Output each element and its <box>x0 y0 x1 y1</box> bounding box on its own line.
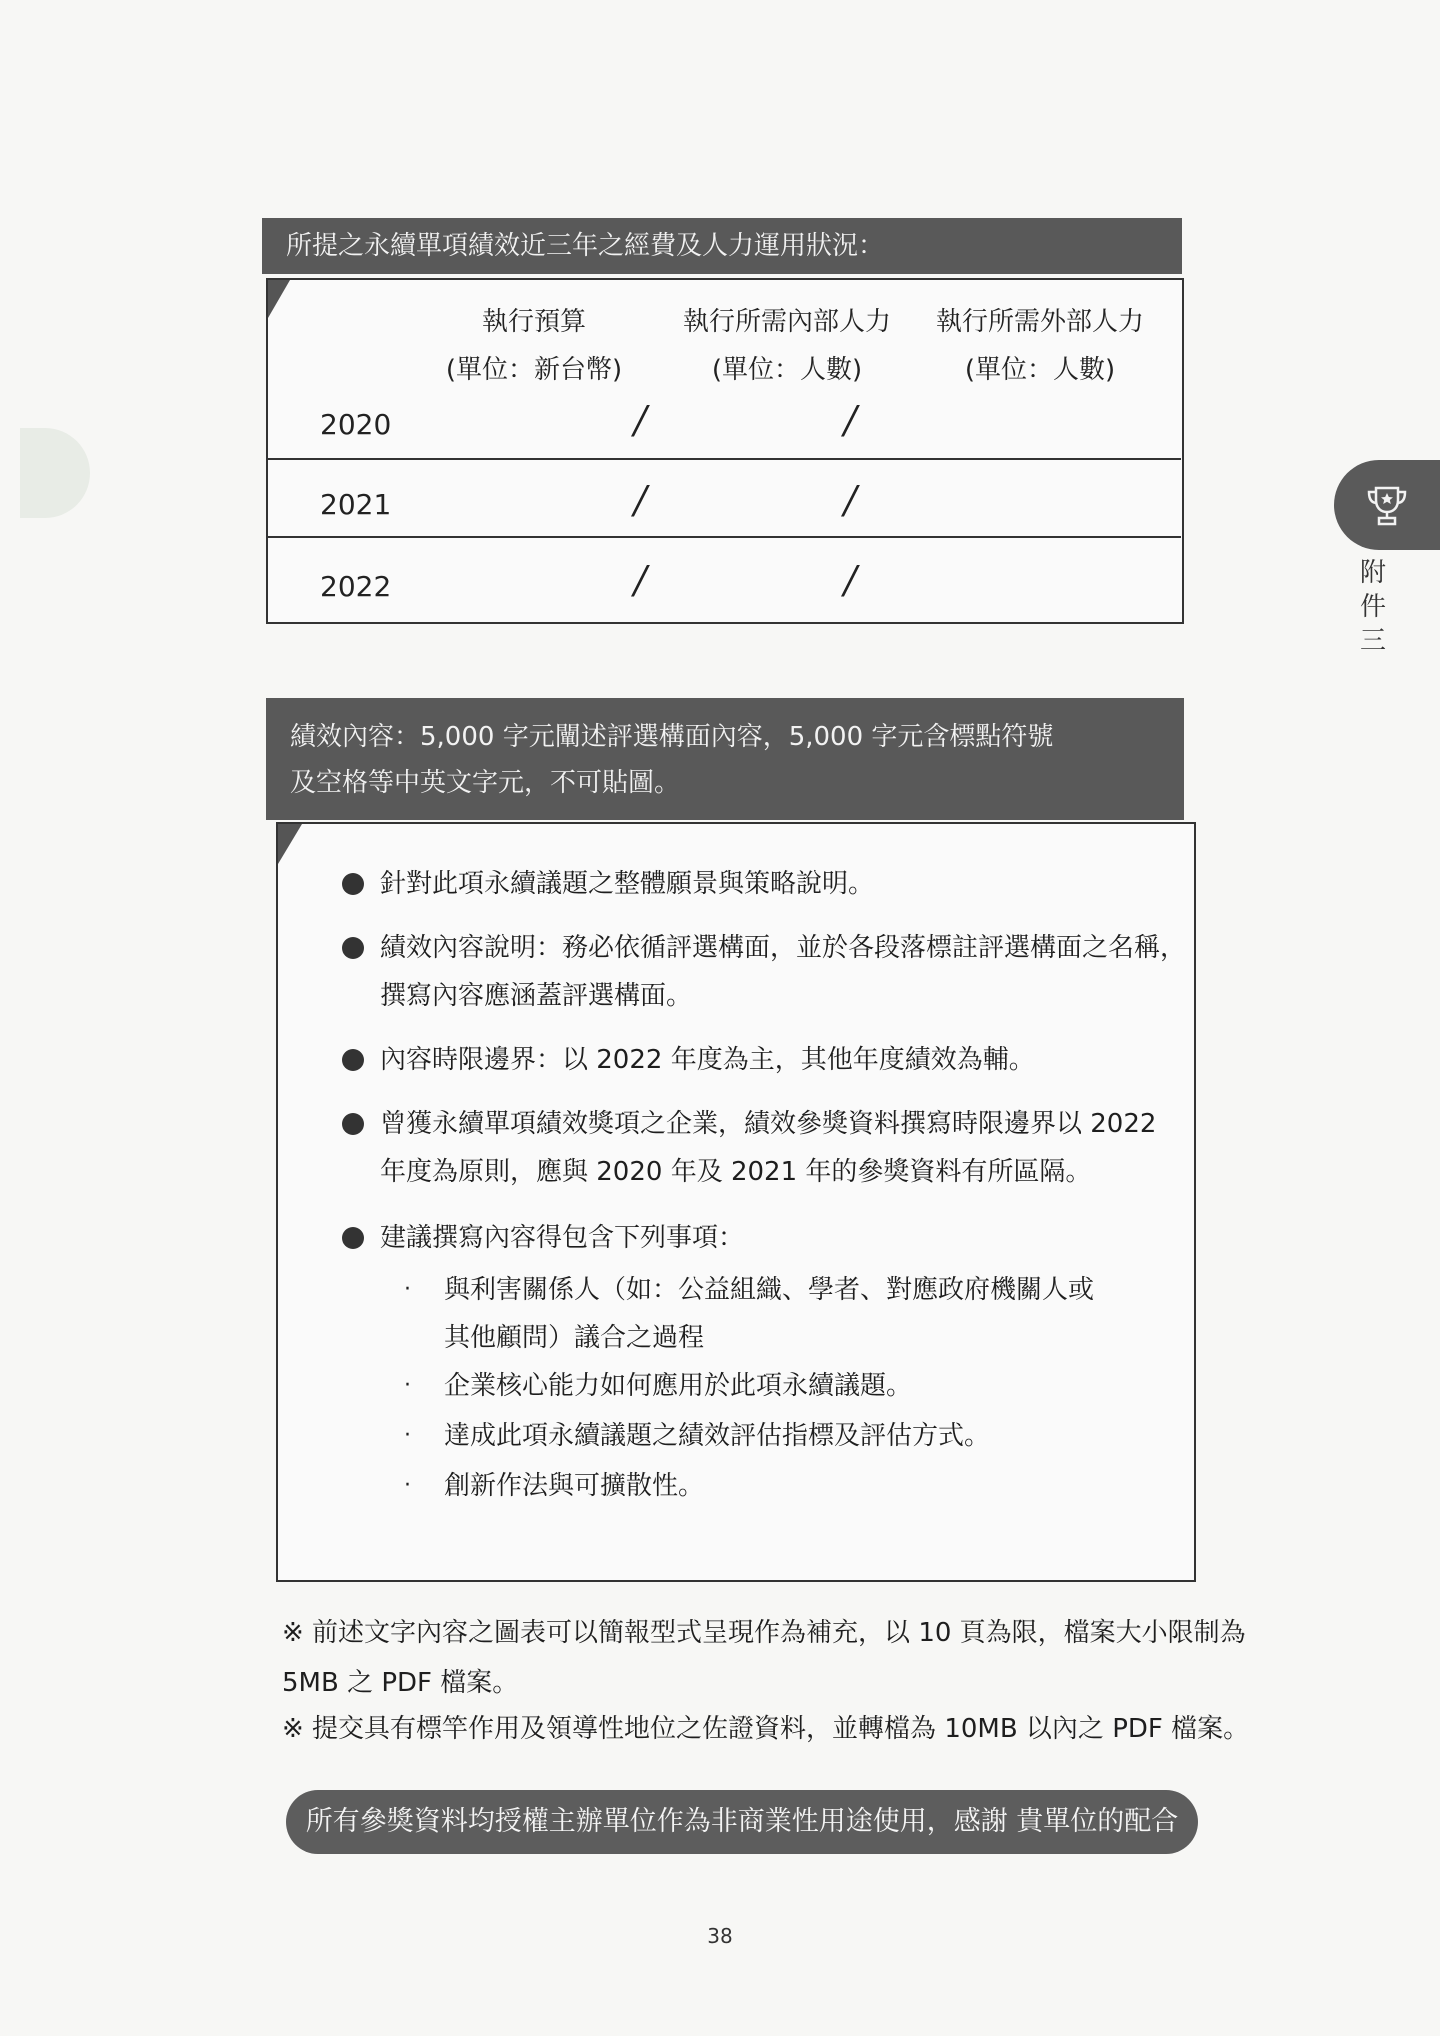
content-guidelines-box <box>276 822 1196 1582</box>
list-item-line1: 曾獲永續單項績效獎項之企業，績效參獎資料撰寫時限邊界以 2022 <box>380 1109 1157 1139</box>
cell-budget-2021: / <box>634 478 647 522</box>
list-item-line2: 年度為原則，應與 2020 年及 2021 年的參獎資料有所區隔。 <box>380 1157 1092 1187</box>
table-corner-mark <box>268 280 290 318</box>
list-item-text <box>380 924 1186 1020</box>
sub-list-item-text: 達成此項永續議題之績效評估指標及評估方式。 <box>444 1421 991 1451</box>
note-1-line1: ※ 前述文字內容之圖表可以簡報型式呈現作為補充，以 10 頁為限，檔案大小限制為 <box>282 1618 1246 1648</box>
appendix-label-char: 三 <box>1359 626 1386 656</box>
list-item-text: 針對此項永續議題之整體願景與策略說明。 <box>380 869 875 899</box>
appendix-side-tab <box>1334 460 1440 550</box>
section1-title: 所提之永續單項績效近三年之經費及人力運用狀況： <box>262 218 1182 274</box>
list-item <box>342 1036 1035 1084</box>
sub-bullet-marker: · <box>404 1423 411 1448</box>
column-header-budget <box>414 298 654 394</box>
appendix-label-char: 附 <box>1359 558 1386 588</box>
row-year-2022: 2022 <box>320 570 392 603</box>
column-header-external-unit: (單位：人數) <box>964 355 1116 385</box>
sub-list-item-text: 創新作法與可擴散性。 <box>444 1471 705 1501</box>
column-header-internal-unit: (單位：人數) <box>711 355 863 385</box>
faded-tab-shadow <box>20 428 90 518</box>
box-corner-mark <box>278 824 302 864</box>
list-item-line2: 撰寫內容應涵蓋評選構面。 <box>380 981 693 1011</box>
appendix-label-char: 件 <box>1359 592 1386 622</box>
sub-bullet-marker: · <box>404 1473 411 1498</box>
row-divider <box>268 458 1181 460</box>
column-header-internal <box>667 298 907 394</box>
cell-internal-2020: / <box>844 398 857 442</box>
list-item-line1: 績效內容說明：務必依循評選構面，並於各段落標註評選構面之名稱， <box>380 933 1187 963</box>
sub-list-item-text: 企業核心能力如何應用於此項永續議題。 <box>444 1371 913 1401</box>
sub-list-item <box>404 1266 1094 1362</box>
bullet-dot-icon <box>342 937 364 959</box>
bullet-dot-icon <box>342 873 364 895</box>
appendix-label <box>1356 556 1390 658</box>
row-year-2021: 2021 <box>320 488 392 521</box>
list-item <box>342 924 1186 1020</box>
list-item <box>342 860 874 908</box>
list-item <box>342 1214 744 1262</box>
bullet-dot-icon <box>342 1227 364 1249</box>
list-item-text: 建議撰寫內容得包含下列事項： <box>380 1223 745 1253</box>
list-item <box>342 1100 1156 1196</box>
list-item-text <box>380 1100 1156 1196</box>
sub-bullet-marker: · <box>404 1373 411 1398</box>
sub-list-item <box>404 1412 990 1460</box>
row-divider <box>268 536 1181 538</box>
sub-bullet-marker: · <box>404 1277 411 1302</box>
cell-internal-2022: / <box>844 558 857 602</box>
note-1-line2: 5MB 之 PDF 檔案。 <box>282 1668 519 1698</box>
section2-title <box>266 698 1184 820</box>
column-header-budget-unit: (單位：新台幣) <box>445 355 623 385</box>
note-2: ※ 提交具有標竿作用及領導性地位之佐證資料，並轉檔為 10MB 以內之 PDF 檔案。 <box>282 1714 1250 1744</box>
row-year-2020: 2020 <box>320 408 392 441</box>
bullet-dot-icon <box>342 1113 364 1135</box>
trophy-icon <box>1362 480 1412 530</box>
section2-title-line2: 及空格等中英文字元，不可貼圖。 <box>290 768 681 798</box>
page-number: 38 <box>707 1924 733 1948</box>
budget-table <box>266 278 1184 624</box>
sub-list-item-line2: 其他顧問）議合之過程 <box>444 1323 705 1353</box>
authorization-banner: 所有參獎資料均授權主辦單位作為非商業性用途使用，感謝 貴單位的配合 <box>286 1790 1198 1854</box>
cell-internal-2021: / <box>844 478 857 522</box>
column-header-external-name: 執行所需外部人力 <box>935 307 1144 337</box>
column-header-budget-name: 執行預算 <box>481 307 586 337</box>
list-item-text: 內容時限邊界：以 2022 年度為主，其他年度績效為輔。 <box>380 1045 1035 1075</box>
bullet-dot-icon <box>342 1049 364 1071</box>
column-header-internal-name: 執行所需內部人力 <box>682 307 891 337</box>
sub-list-item <box>404 1462 704 1510</box>
sub-list-item-line1: 與利害關係人（如：公益組織、學者、對應政府機關人或 <box>444 1275 1095 1305</box>
sub-list-item <box>404 1362 912 1410</box>
sub-list-item-text <box>444 1266 1094 1362</box>
cell-budget-2022: / <box>634 558 647 602</box>
cell-budget-2020: / <box>634 398 647 442</box>
section2-title-line1: 績效內容：5,000 字元闡述評選構面內容，5,000 字元含標點符號 <box>290 722 1054 752</box>
column-header-external <box>920 298 1160 394</box>
